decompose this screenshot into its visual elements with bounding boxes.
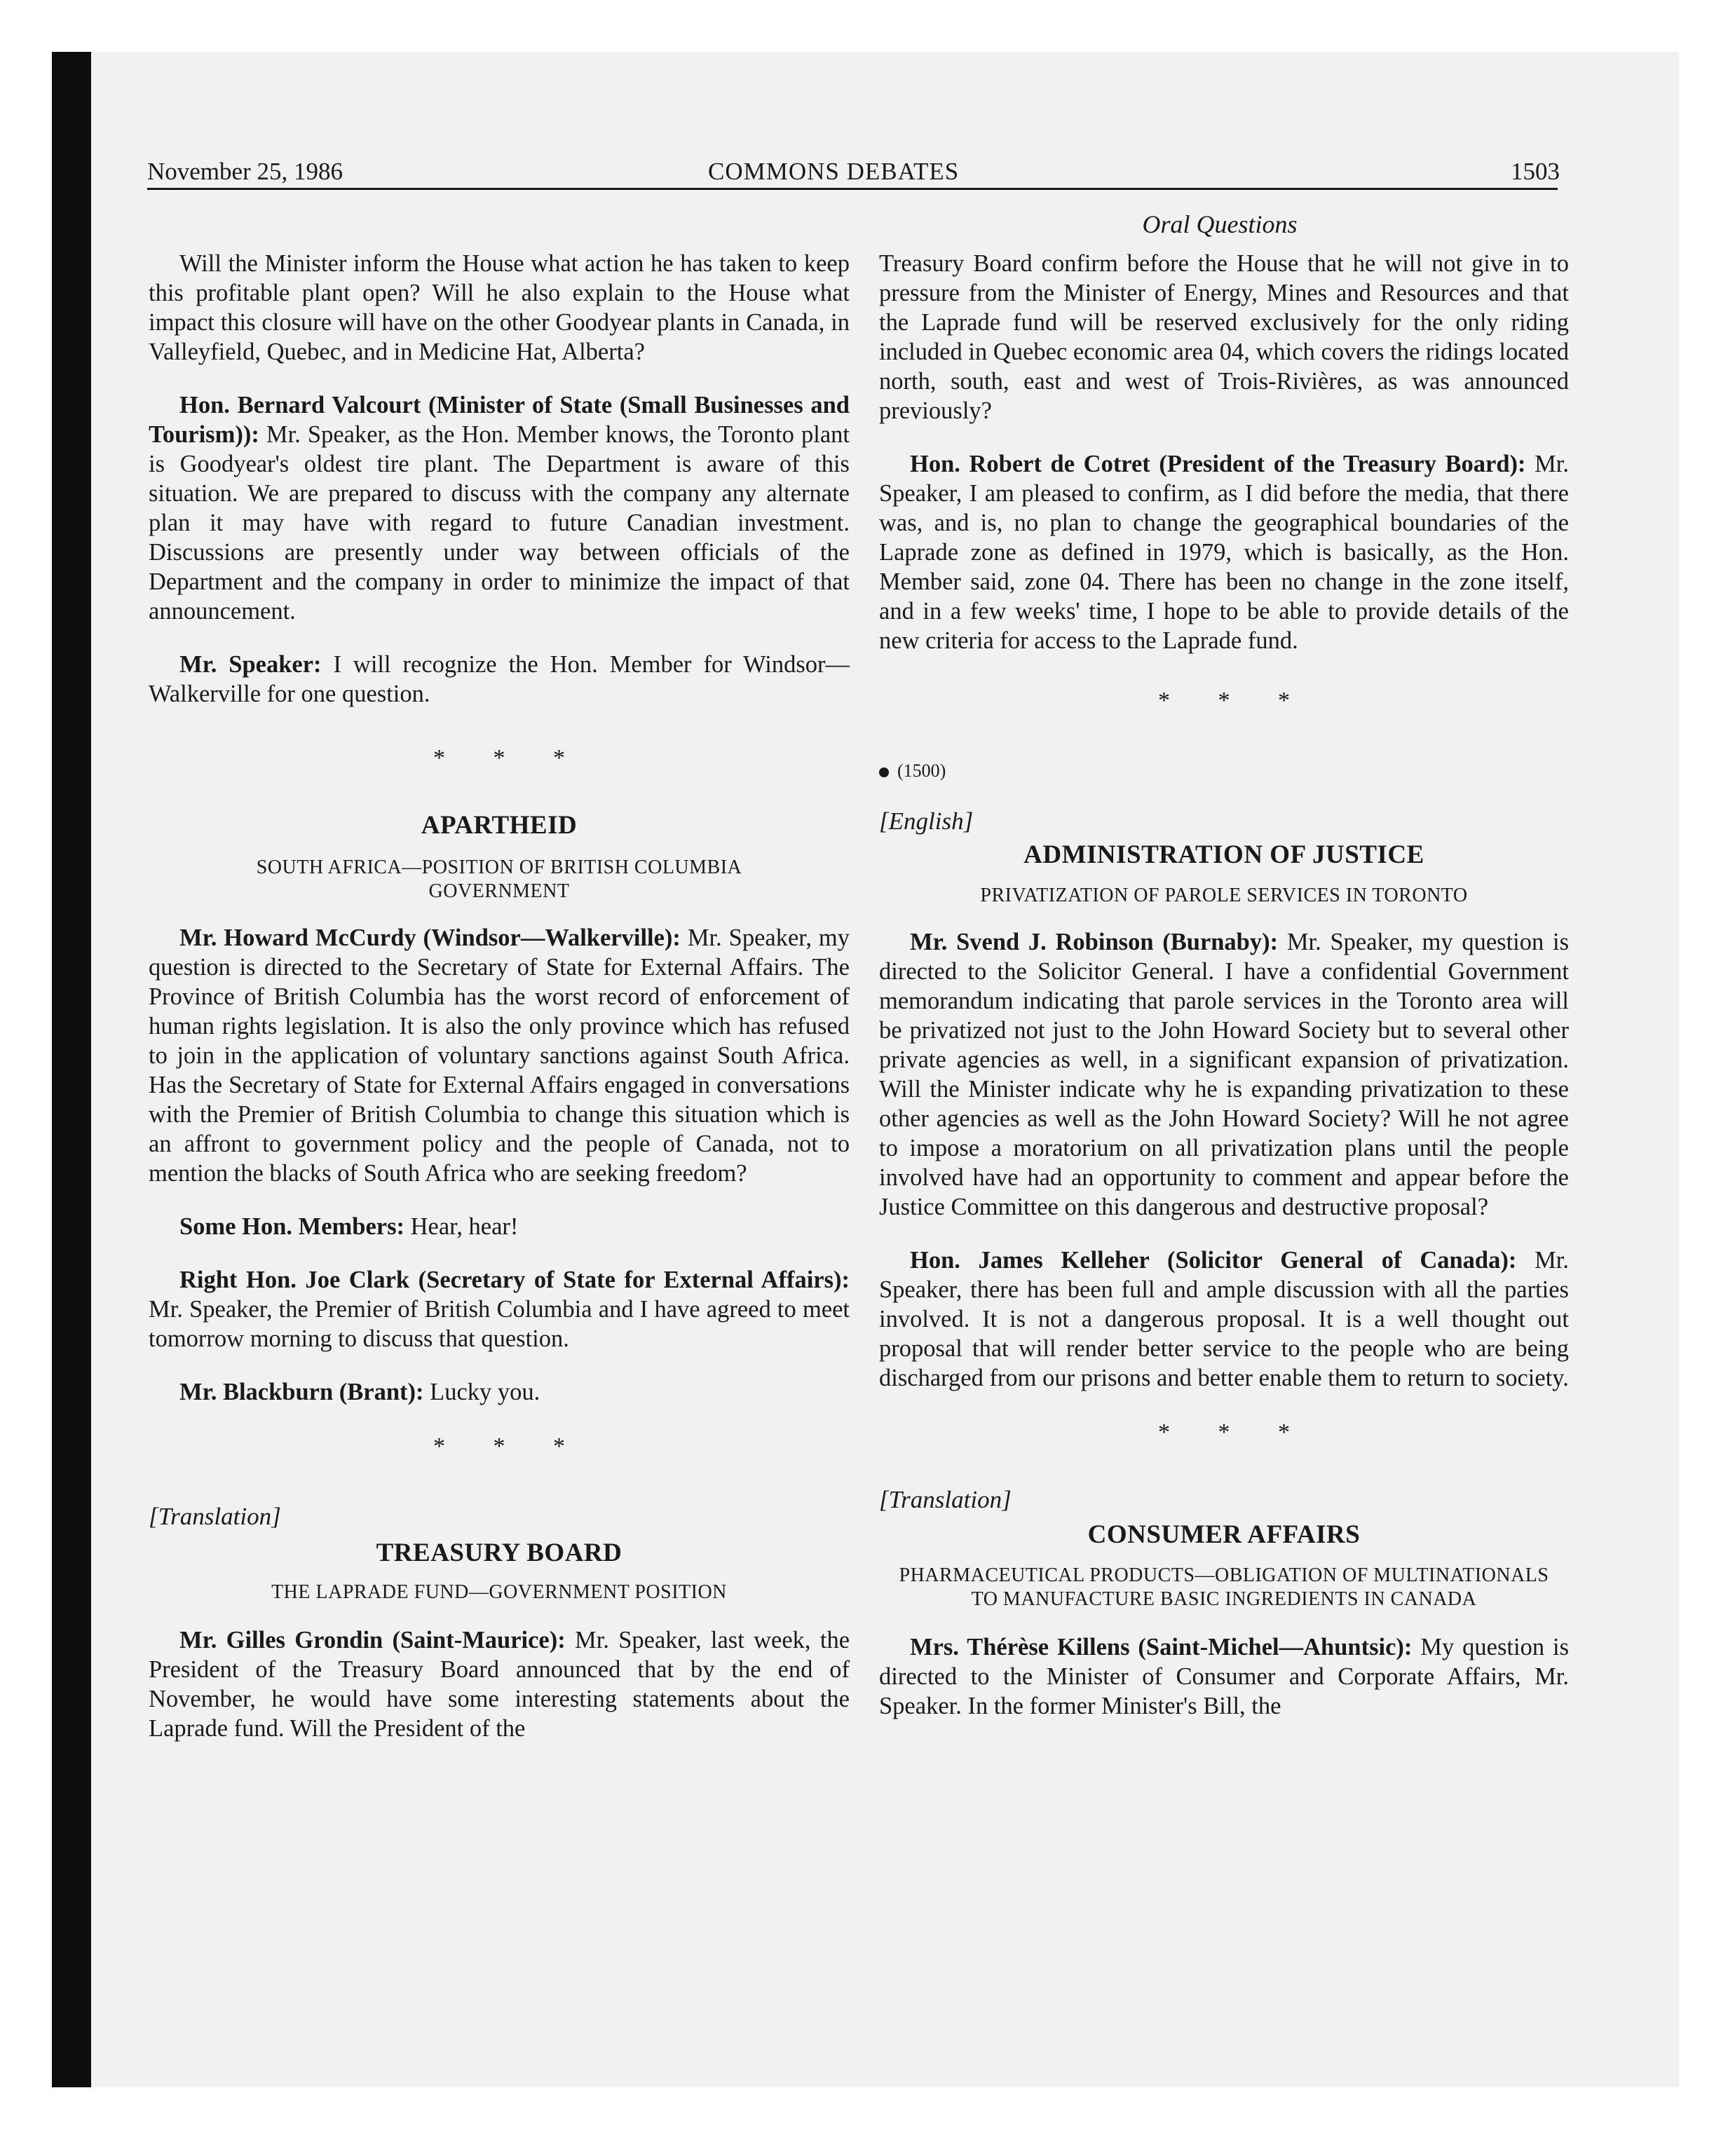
speaker-name: Hon. James Kelleher (Solicitor General of Canada): xyxy=(910,1247,1517,1274)
section-title: ADMINISTRATION OF JUSTICE xyxy=(1023,840,1424,869)
paragraph xyxy=(879,1246,1569,1393)
paragraph: Treasury Board confirm before the House that he will not give in to pressure from the Minister of Energy, Mines and Resources and that the Laprade fund will be reserved exclusively for the only riding included in Quebec economic area 04, which covers the ridings located north, south, east and west of Trois-Rivières, as was announced previously? xyxy=(879,250,1569,424)
paragraph xyxy=(149,1212,850,1241)
section-subtitle: SOUTH AFRICA—POSITION OF BRITISH COLUMBIA GOVERNMENT xyxy=(256,857,742,902)
speech-text: Mr. Speaker, my question is directed to the Solicitor General. I have a confidential Government memorandum indicating that parole services in the Toronto area will be privatized not just to the John Howard Society but to several other private agencies as well, in a significant expansion of privatization. Will the Minister indicate why he is expanding privatization to these other agencies as well as the John Howard Society? Will he not agree to impose a moratorium on all privatization plans until the people involved have had an opportunity to comment and appear before the Justice Committee on this dangerous and destructive proposal? xyxy=(879,929,1569,1220)
header-page-number: 1503 xyxy=(1511,158,1560,185)
header-title: COMMONS DEBATES xyxy=(708,158,960,185)
speech-text: Hear, hear! xyxy=(404,1213,519,1240)
language-tag: [Translation] xyxy=(879,1486,1012,1513)
language-tag: [English] xyxy=(879,807,974,835)
speaker-name: Hon. Bernard Valcourt (Minister of State (Small Businesses and Tourism)): xyxy=(149,392,850,448)
speech-text: My question is directed to the Minister of Consumer and Corporate Affairs, Mr. Speaker. In the former Minister's Bill, the xyxy=(879,1634,1569,1719)
section-separator: * * * xyxy=(1158,688,1311,714)
speech-text: Mr. Speaker, I am pleased to confirm, as I did before the media, that there was, and is, no plan to change the geographical boundaries of the Laprade zone as defined in 1979, which is basically, as the Hon. Member said, zone 04. There has been no change in the zone itself, and in a few weeks' time, I hope to be able to provide details of the new criteria for access to the Laprade fund. xyxy=(879,451,1569,654)
speaker-name: Right Hon. Joe Clark (Secretary of State for External Affairs): xyxy=(179,1267,850,1293)
paragraph xyxy=(149,1625,850,1743)
header-rule xyxy=(147,188,1558,190)
speech-text: Mr. Speaker, my question is directed to the Secretary of State for External Affairs. The Province of British Columbia has the worst record of enforcement of human rights legislation. It is also the only province which has refused to join in the application of voluntary sanctions against South Africa. Has the Secretary of State for External Affairs engaged in conversations with the Premier of British Columbia to change this situation which is an affront to government policy and the people of Canada, not to mention the blacks of South Africa who are seeking freedom? xyxy=(149,925,850,1187)
section-separator: * * * xyxy=(433,745,586,771)
speech-text: Mr. Speaker, there has been full and ample discussion with all the parties involved. It is not a dangerous proposal. It is a well thought out proposal that will render better service to the people who are being discharged from our prisons and better enable them to return to society. xyxy=(879,1247,1570,1391)
section-subtitle: PRIVATIZATION OF PAROLE SERVICES IN TORONTO xyxy=(980,885,1468,906)
paragraph xyxy=(879,449,1569,655)
paragraph xyxy=(879,927,1569,1222)
speech-text: Lucky you. xyxy=(423,1379,540,1405)
paragraph xyxy=(149,650,850,709)
speaker-name: Mr. Svend J. Robinson (Burnaby): xyxy=(910,929,1279,955)
bullet-icon xyxy=(879,767,889,777)
paragraph xyxy=(149,1265,850,1353)
running-subheader: Oral Questions xyxy=(1142,210,1298,238)
section-separator: * * * xyxy=(1158,1419,1311,1445)
language-tag: [Translation] xyxy=(149,1503,281,1530)
section-subtitle: PHARMACEUTICAL PRODUCTS—OBLIGATION OF MULTINATIONALS TO MANUFACTURE BASIC INGREDIENTS IN CANADA xyxy=(899,1564,1549,1610)
paragraph xyxy=(879,1632,1569,1721)
section-title: APARTHEID xyxy=(421,811,578,840)
paragraph xyxy=(149,923,850,1188)
speaker-name: Mrs. Thérèse Killens (Saint-Michel—Ahuntsic): xyxy=(910,1634,1413,1660)
paragraph xyxy=(149,390,850,626)
right-column xyxy=(879,247,1569,1721)
speaker-name: Hon. Robert de Cotret (President of the Treasury Board): xyxy=(910,451,1526,477)
section-title: TREASURY BOARD xyxy=(376,1538,622,1567)
speech-text: Mr. Speaker, the Premier of British Columbia and I have agreed to meet tomorrow morning to discuss that question. xyxy=(149,1296,850,1352)
section-separator: * * * xyxy=(433,1433,586,1459)
time-marker-text: (1500) xyxy=(897,760,946,781)
speaker-name: Mr. Blackburn (Brant): xyxy=(179,1379,424,1405)
speaker-name: Mr. Speaker: xyxy=(179,651,322,678)
time-marker xyxy=(879,756,1569,786)
speaker-name: Mr. Howard McCurdy (Windsor—Walkerville): xyxy=(179,925,681,951)
scan-binding-edge xyxy=(52,52,91,2087)
speech-text: I will recognize the Hon. Member for Windsor—Walkerville for one question. xyxy=(149,651,850,707)
paragraph: Will the Minister inform the House what action he has taken to keep this profitable plant open? Will he also explain to the House what impact this closure will have on the other Goodyear plants in Canada, in Valleyfield, Quebec, and in Medicine Hat, Alberta? xyxy=(149,250,850,365)
paragraph xyxy=(149,1377,850,1407)
speaker-name: Mr. Gilles Grondin (Saint-Maurice): xyxy=(179,1627,566,1653)
speech-text: Mr. Speaker, as the Hon. Member knows, the Toronto plant is Goodyear's oldest tire plant. The Department is aware of this situation. We are prepared to discuss with the company any alternate plan it may have with regard to future Canadian investment. Discussions are presently under way between officials of the Department and the company in order to minimize the impact of that announcement. xyxy=(149,421,850,625)
section-title: CONSUMER AFFAIRS xyxy=(1087,1520,1361,1549)
section-subtitle: THE LAPRADE FUND—GOVERNMENT POSITION xyxy=(271,1581,727,1603)
speech-text: Mr. Speaker, last week, the President of the Treasury Board announced that by the end of November, he would have some interesting statements about the Laprade fund. Will the President of the xyxy=(149,1627,850,1742)
header-date: November 25, 1986 xyxy=(147,158,343,185)
left-column xyxy=(149,247,850,1743)
speaker-name: Some Hon. Members: xyxy=(179,1213,404,1240)
